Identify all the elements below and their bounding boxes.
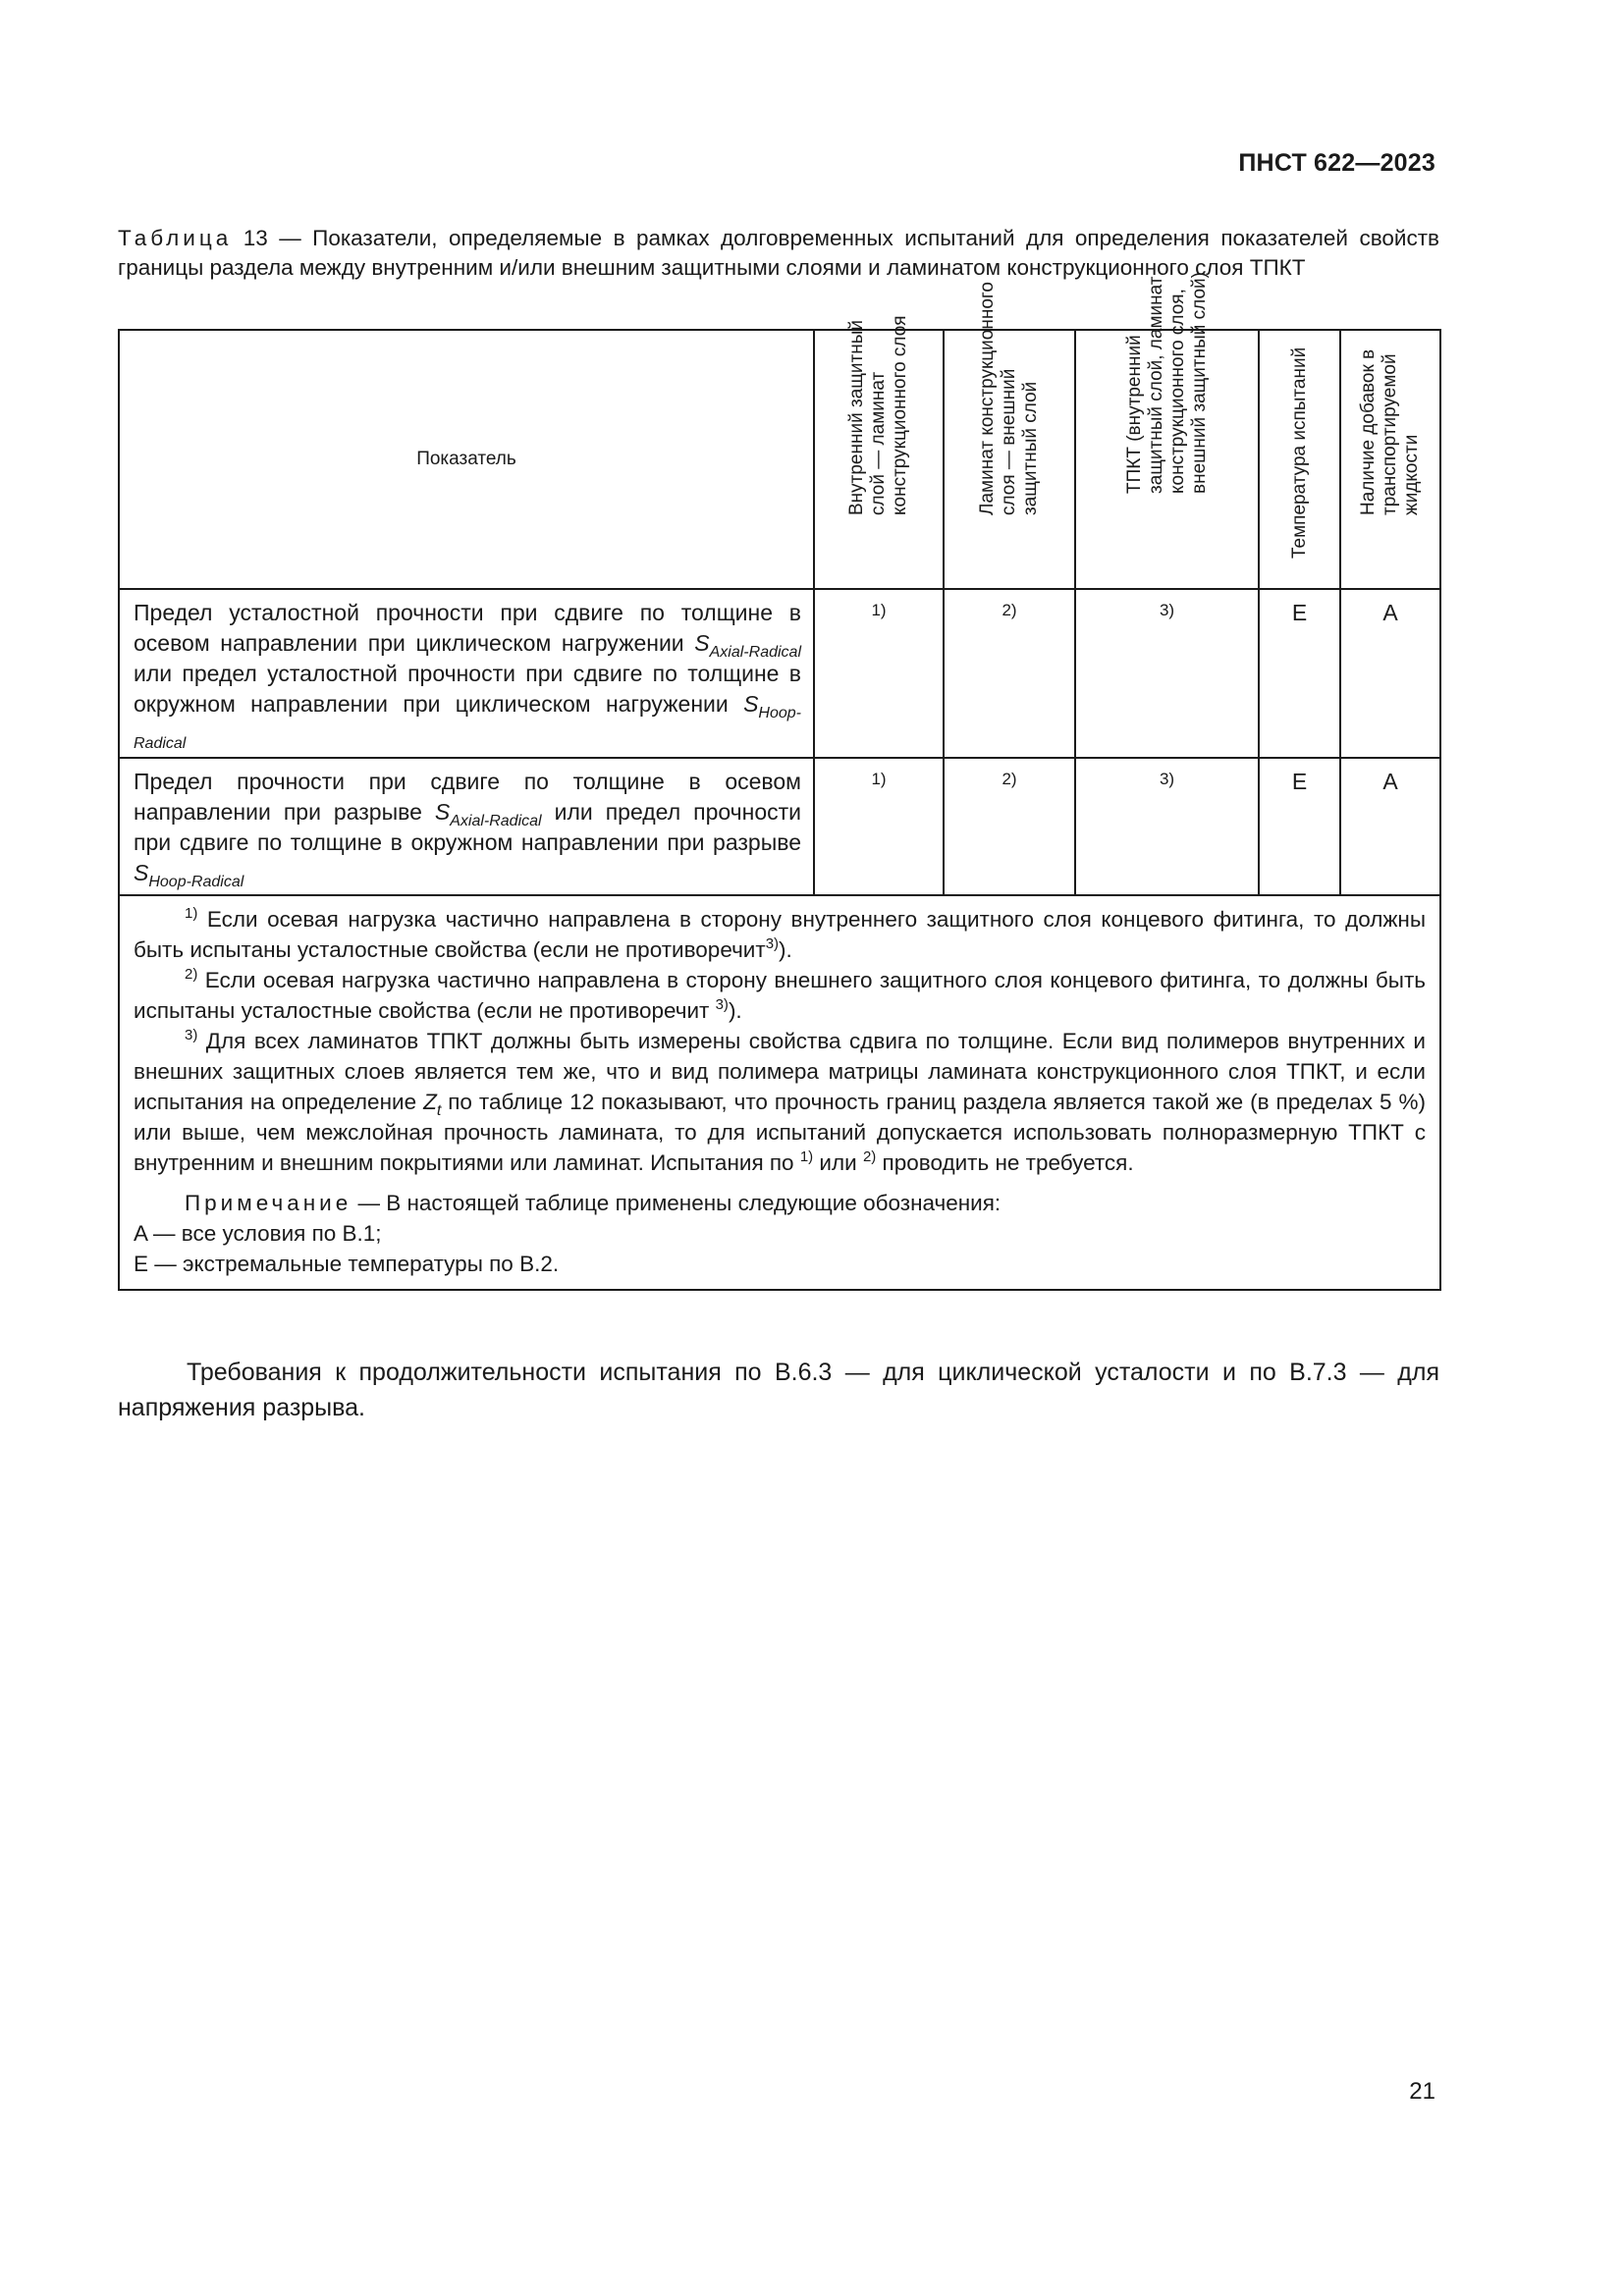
footnotes-cell [119, 895, 1440, 1290]
cell-temperature: E [1259, 758, 1340, 895]
footnote-text: Если осевая нагрузка частично направлена в сторону внешнего защитного слоя концевого фитинга, то должны быть испытаны усталостные свойства (если не противоречит [134, 968, 1426, 1023]
footnote-ref: 1) [799, 1148, 814, 1165]
symbol-subscript: Axial-Radical [450, 813, 542, 829]
footnote-text: ). [728, 998, 742, 1023]
header-col-additives [1340, 330, 1440, 589]
document-code: ПНСТ 622—2023 [1238, 149, 1435, 177]
row-text: Предел прочности при сдвиге по толщине в осевом направлении при разрыве [134, 769, 801, 825]
table-notes-row [119, 895, 1440, 1290]
symbol: Z [423, 1090, 437, 1114]
symbol: S [434, 799, 451, 825]
row-text: или предел прочности при сдвиге по толщине в окружном направлении при разрыве [134, 799, 801, 855]
header-col-inner-laminate [814, 315, 944, 589]
footnote-mark: 2) [185, 966, 198, 983]
footnote-text: ). [779, 937, 792, 962]
table-header-row [119, 330, 1440, 589]
cell-footnote-ref: 2) [944, 758, 1075, 895]
footnote-ref: 3) [715, 996, 729, 1013]
table-caption [118, 224, 1439, 283]
footnote-text: или [813, 1150, 863, 1175]
header-col-laminate-outer [944, 282, 1075, 589]
cell-footnote-ref: 1) [814, 589, 944, 758]
table-note [134, 1188, 1426, 1218]
symbol: S [134, 860, 149, 885]
footnote-text: по таблице 12 показывают, что прочность границ раздела является такой же (в пределах 5 %) или выше, чем межслойная прочность ламината, то для испытаний допускается использовать полноразмерную ТПКТ с внутренним и внешним покрытиями или ламинат. Испытания по [134, 1090, 1426, 1175]
cell-footnote-ref: 3) [1075, 758, 1259, 895]
cell-footnote-ref: 2) [944, 589, 1075, 758]
note-label: Примечание [185, 1191, 352, 1215]
row-text: или предел усталостной прочности при сдвиге по толщине в окружном направлении при циклическом нагружении [134, 661, 801, 717]
footnote-text: проводить не требуется. [876, 1150, 1134, 1175]
caption-text: 13 — Показатели, определяемые в рамках долговременных испытаний для определения показателей свойств границы раздела между внутренним и/или внешним защитными слоями и ламинатом конструкционного слоя ТПКТ [118, 226, 1439, 280]
header-col-tpkt [1075, 272, 1259, 589]
footnote-ref: 3) [765, 935, 780, 952]
header-col2-text: Ламинат конструкционного слоя — внешний защитный слой [977, 282, 1041, 515]
symbol-subscript: Hoop-Radical [134, 705, 801, 752]
symbol-subscript: Axial-Radical [709, 644, 801, 661]
cell-footnote-ref: 3) [1075, 589, 1259, 758]
header-col4-text: Температура испытаний [1288, 347, 1310, 559]
caption-label: Таблица [118, 226, 233, 250]
symbol: S [743, 691, 759, 717]
cell-additives: A [1340, 589, 1440, 758]
header-indicator: Показатель [119, 330, 814, 589]
body-paragraph: Требования к продолжительности испытания по В.6.3 — для циклической усталости и по В.7.3 — для напряжения разрыва. [118, 1359, 1439, 1421]
row-text: Предел усталостной прочности при сдвиге по толщине в осевом направлении при циклическом нагружении [134, 600, 801, 656]
footnote-text: Если осевая нагрузка частично направлена в сторону внутреннего защитного слоя концевого фитинга, то должны быть испытаны усталостные свойства (если не противоречит [134, 907, 1426, 962]
table-row [119, 758, 1440, 895]
page-number: 21 [1409, 2078, 1435, 2105]
cell-additives: A [1340, 758, 1440, 895]
header-col3-text: ТПКТ (внутренний защитный слой, ламинат конструкционного слоя, внешний защитный слой) [1123, 272, 1210, 494]
symbol-subscript: t [436, 1102, 442, 1119]
footnote-ref: 2) [862, 1148, 877, 1165]
footnote-text: Для всех ламинатов ТПКТ должны быть измерены свойства сдвига по толщине. Если вид полимеров внутренних и внешних защитных слоев является тем же, что и вид полимера матрицы ламината конструкционного слоя ТПКТ, и если испытания на определение [134, 1029, 1426, 1114]
header-col5-text: Наличие добавок в транспортируемой жидкости [1358, 348, 1422, 515]
header-col1-text: Внутренний защитный слой — ламинат конструкционного слоя [846, 315, 910, 515]
footnote-3 [134, 1026, 1426, 1178]
row-indicator [119, 758, 814, 895]
header-col-temperature [1259, 330, 1340, 589]
footnote-2 [134, 965, 1426, 1026]
footnote-mark: 3) [185, 1027, 198, 1043]
row-indicator [119, 589, 814, 758]
indicators-table [118, 272, 1441, 1291]
table-row [119, 589, 1440, 758]
symbol: S [694, 630, 710, 656]
note-line-a: A — все условия по В.1; [134, 1221, 382, 1246]
cell-footnote-ref: 1) [814, 758, 944, 895]
note-text: — В настоящей таблице применены следующие обозначения: [352, 1191, 1001, 1215]
symbol-subscript: Hoop-Radical [148, 874, 244, 890]
note-line-e: E — экстремальные температуры по В.2. [134, 1252, 560, 1276]
footnote-1 [134, 904, 1426, 965]
footnote-mark: 1) [185, 905, 198, 922]
cell-temperature: E [1259, 589, 1340, 758]
